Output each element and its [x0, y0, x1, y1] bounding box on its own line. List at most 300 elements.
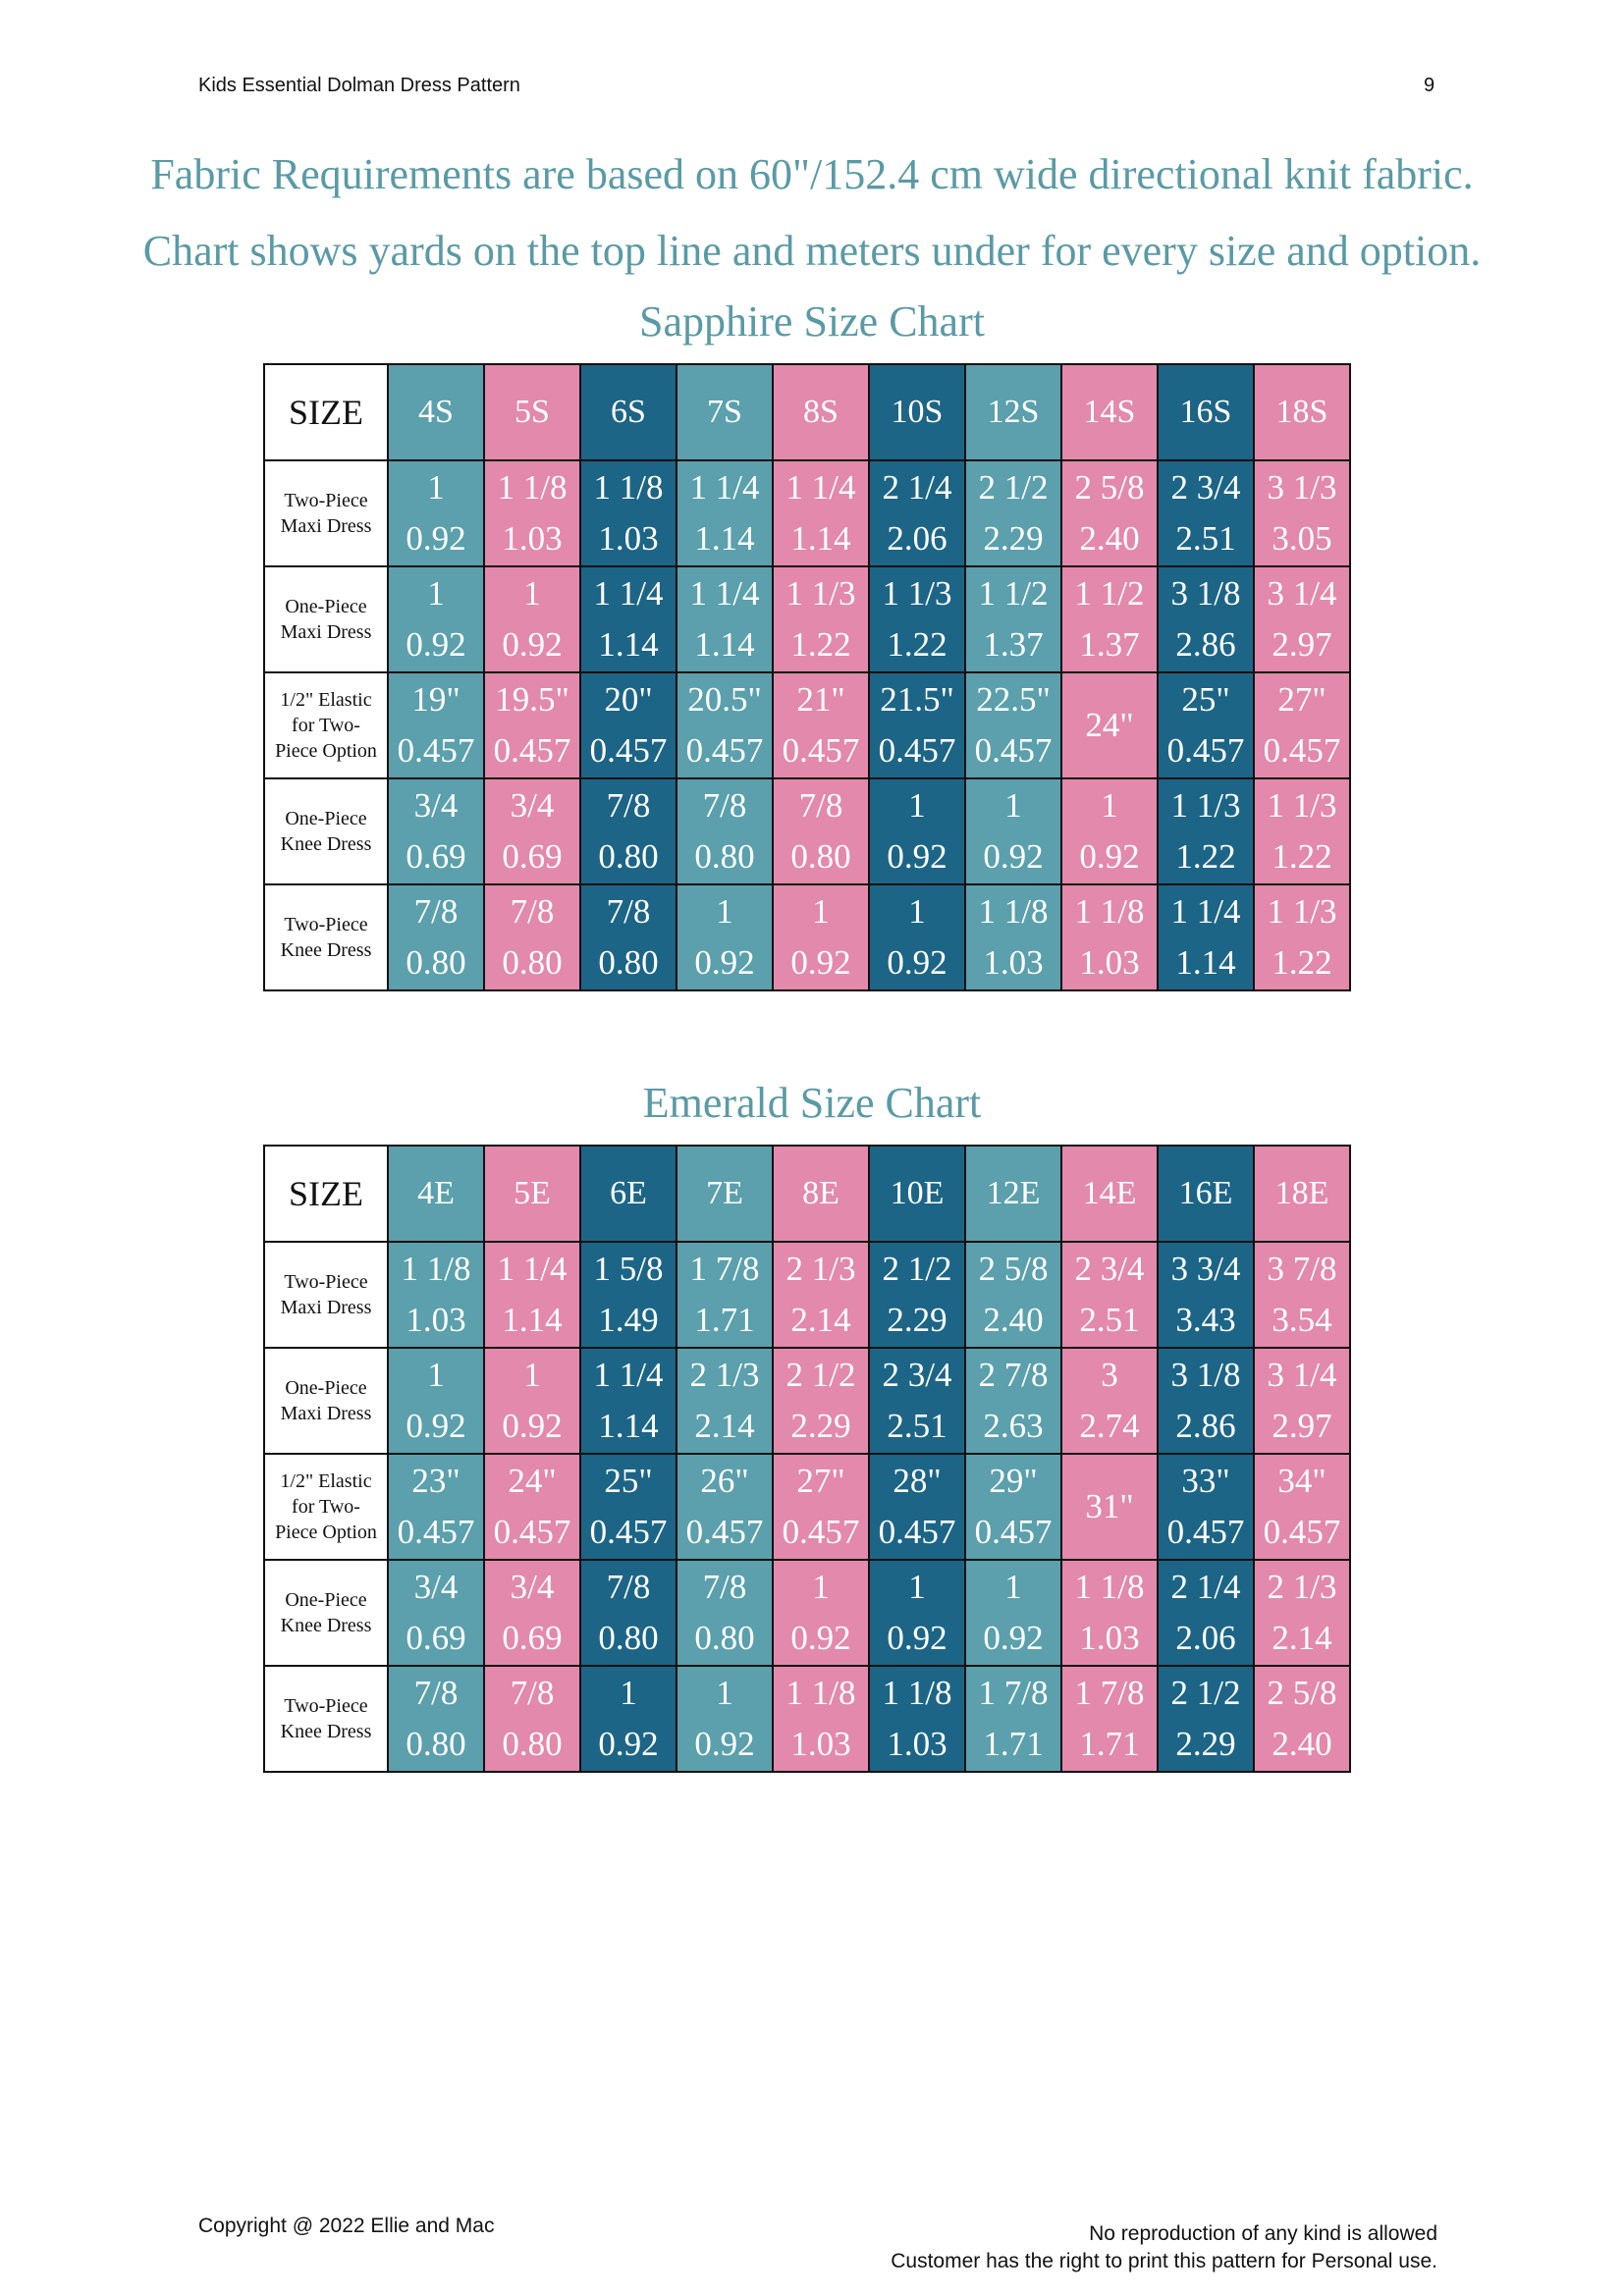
table-cell	[1158, 460, 1254, 566]
table-cell	[484, 1666, 580, 1772]
yards-value: 1 1/8	[1074, 892, 1145, 931]
meters-value: 2.97	[1272, 625, 1332, 664]
meters-value: 2.29	[983, 519, 1044, 558]
meters-value: 0.92	[983, 837, 1044, 876]
yards-value: 1	[523, 574, 541, 613]
table-cell	[1254, 1348, 1350, 1454]
table-cell	[677, 566, 773, 672]
table-cell	[580, 778, 677, 884]
yards-value: 2 1/3	[1267, 1568, 1337, 1606]
yards-value: 1 1/4	[593, 1356, 664, 1394]
meters-value: 0.80	[598, 943, 659, 982]
row-label-line: 1/2" Elastic	[280, 1470, 372, 1492]
yards-value: 26"	[700, 1462, 749, 1500]
yards-value: 2 1/2	[882, 1250, 952, 1288]
header-row	[264, 1146, 1350, 1242]
table-row	[264, 566, 1350, 672]
table-cell	[1254, 460, 1350, 566]
row-label-line: Two-Piece	[284, 1271, 368, 1293]
table-cell	[484, 460, 580, 566]
meters-value: 0.457	[878, 731, 956, 770]
meters-value: 3.43	[1175, 1301, 1236, 1339]
table-cell	[484, 778, 580, 884]
meters-value: 2.40	[1079, 519, 1140, 558]
yards-value: 1	[812, 1568, 830, 1606]
yards-value: 20"	[604, 680, 653, 719]
print-rights-notice: Customer has the right to print this pattern for Personal use.	[891, 2250, 1437, 2272]
table-cell	[773, 1454, 869, 1560]
yards-value: 27"	[1277, 680, 1326, 719]
yards-value: 7/8	[702, 1568, 747, 1606]
row-label-line: Maxi Dress	[280, 1403, 372, 1424]
row-label-line: Two-Piece	[284, 914, 368, 935]
document-title: Kids Essential Dolman Dress Pattern	[198, 75, 520, 96]
table-cell	[677, 1242, 773, 1348]
yards-value: 2 1/4	[1170, 1568, 1241, 1606]
size-header: 18E	[1254, 1146, 1350, 1242]
table-row	[264, 460, 1350, 566]
table-cell	[1254, 1560, 1350, 1666]
meters-value: 1.03	[790, 1725, 851, 1763]
meters-value: 0.69	[406, 837, 466, 876]
meters-value: 0.69	[406, 1619, 466, 1657]
yards-value: 3 7/8	[1267, 1250, 1337, 1288]
meters-value: 2.40	[983, 1301, 1044, 1339]
yards-value: 2 3/4	[882, 1356, 952, 1394]
meters-value: 2.14	[694, 1407, 755, 1445]
yards-value: 1	[1004, 786, 1022, 825]
meters-value: 2.14	[1272, 1619, 1332, 1657]
meters-value: 0.92	[406, 519, 466, 558]
table-row	[264, 1666, 1350, 1772]
table-cell	[677, 1666, 773, 1772]
table-cell	[484, 1560, 580, 1666]
table-cell	[965, 460, 1061, 566]
table-cell	[1254, 566, 1350, 672]
table-cell	[1061, 1560, 1158, 1666]
table-cell	[773, 884, 869, 990]
meters-value: 2.40	[1272, 1725, 1332, 1763]
meters-value: 1.03	[598, 519, 659, 558]
meters-value: 2.86	[1175, 625, 1236, 664]
meters-value: 0.457	[1166, 1513, 1245, 1551]
row-label-line: Maxi Dress	[280, 515, 372, 537]
meters-value: 0.92	[502, 625, 563, 664]
table-cell	[677, 884, 773, 990]
meters-value: 0.457	[974, 731, 1053, 770]
table-cell	[1158, 884, 1254, 990]
meters-value: 1.22	[790, 625, 851, 664]
yards-value: 3/4	[510, 1568, 555, 1606]
meters-value: 0.80	[406, 1725, 466, 1763]
yards-value: 1	[908, 786, 926, 825]
table-row	[264, 672, 1350, 778]
meters-value: 0.92	[887, 837, 947, 876]
meters-value: 0.69	[502, 1619, 563, 1657]
meters-value: 1.71	[983, 1725, 1044, 1763]
meters-value: 0.92	[1079, 837, 1140, 876]
table-cell	[388, 778, 484, 884]
sapphire-chart-title: Sapphire Size Chart	[639, 297, 985, 346]
meters-value: 0.457	[1166, 731, 1245, 770]
table-cell	[1254, 672, 1350, 778]
row-label-line: One-Piece	[285, 596, 367, 617]
table-cell	[869, 1666, 965, 1772]
meters-value: 0.80	[406, 943, 466, 982]
table-cell	[773, 672, 869, 778]
table-row	[264, 1454, 1350, 1560]
meters-value: 0.92	[790, 943, 851, 982]
size-header: 6S	[580, 364, 677, 460]
meters-value: 1.14	[694, 625, 755, 664]
meters-value: 0.80	[598, 837, 659, 876]
meters-value: 0.80	[502, 1725, 563, 1763]
yards-value: 1	[908, 892, 926, 931]
meters-value: 2.14	[790, 1301, 851, 1339]
meters-value: 0.80	[790, 837, 851, 876]
intro-line-2: Chart shows yards on the top line and meters under for every size and option.	[142, 227, 1482, 275]
yards-value: 1 1/3	[1170, 786, 1241, 825]
yards-value: 3/4	[413, 1568, 459, 1606]
size-header: 4E	[388, 1146, 484, 1242]
yards-value: 2 1/4	[882, 468, 952, 507]
size-header: 4S	[388, 364, 484, 460]
table-cell	[1158, 1454, 1254, 1560]
size-header: 14E	[1061, 1146, 1158, 1242]
table-cell	[580, 672, 677, 778]
yards-value: 24"	[508, 1462, 557, 1500]
size-header: 7S	[677, 364, 773, 460]
table-cell	[773, 1560, 869, 1666]
meters-value: 0.457	[589, 731, 668, 770]
size-column-label: SIZE	[264, 364, 388, 460]
table-cell	[1158, 1666, 1254, 1772]
yards-value: 1	[427, 1356, 445, 1394]
row-label	[264, 566, 388, 672]
meters-value: 1.14	[502, 1301, 563, 1339]
meters-value: 3.05	[1272, 519, 1332, 558]
yards-value: 1 1/2	[978, 574, 1049, 613]
row-label	[264, 1242, 388, 1348]
meters-value: 0.80	[502, 943, 563, 982]
yards-value: 1 1/2	[1074, 574, 1145, 613]
yards-value: 28"	[893, 1462, 942, 1500]
table-cell	[773, 1666, 869, 1772]
table-cell	[965, 778, 1061, 884]
sapphire-size-table	[263, 363, 1351, 991]
yards-value: 1	[620, 1674, 637, 1712]
table-cell	[388, 1348, 484, 1454]
table-cell	[484, 566, 580, 672]
table-cell	[580, 1242, 677, 1348]
table-cell	[1061, 672, 1158, 778]
yards-value: 34"	[1277, 1462, 1326, 1500]
table-cell	[1061, 1454, 1158, 1560]
row-label-line: Knee Dress	[280, 833, 372, 855]
yards-value: 7/8	[413, 1674, 459, 1712]
size-header: 12E	[965, 1146, 1061, 1242]
table-cell	[677, 778, 773, 884]
meters-value: 2.06	[887, 519, 947, 558]
meters-value: 0.92	[983, 1619, 1044, 1657]
table-cell	[388, 460, 484, 566]
yards-value: 3 1/8	[1170, 1356, 1241, 1394]
yards-value: 19.5"	[495, 680, 569, 719]
meters-value: 2.51	[1175, 519, 1236, 558]
meters-value: 0.92	[887, 943, 947, 982]
size-header: 6E	[580, 1146, 677, 1242]
yards-value: 1 1/4	[1170, 892, 1241, 931]
row-label-line: Knee Dress	[280, 1615, 372, 1636]
yards-value: 1 7/8	[978, 1674, 1049, 1712]
meters-value: 1.71	[694, 1301, 755, 1339]
meters-value: 0.457	[782, 731, 860, 770]
meters-value: 2.51	[1079, 1301, 1140, 1339]
table-cell	[1158, 1348, 1254, 1454]
row-label	[264, 1454, 388, 1560]
table-row	[264, 1348, 1350, 1454]
row-label-line: Piece Option	[275, 740, 377, 762]
table-cell	[484, 884, 580, 990]
table-cell	[677, 460, 773, 566]
yards-value: 1 1/8	[882, 1674, 952, 1712]
page-number: 9	[1424, 75, 1435, 96]
table-cell	[1061, 884, 1158, 990]
meters-value: 0.457	[493, 1513, 571, 1551]
row-label-line: Knee Dress	[280, 1721, 372, 1742]
meters-value: 2.63	[983, 1407, 1044, 1445]
yards-value: 2 1/2	[1170, 1674, 1241, 1712]
size-header: 5S	[484, 364, 580, 460]
table-cell	[773, 1348, 869, 1454]
emerald-size-table	[263, 1145, 1351, 1773]
yards-value: 7/8	[606, 892, 651, 931]
meters-value: 2.74	[1079, 1407, 1140, 1445]
table-cell	[1061, 778, 1158, 884]
yards-value: 1 5/8	[593, 1250, 664, 1288]
yards-value: 2 1/3	[785, 1250, 856, 1288]
meters-value: 0.457	[493, 731, 571, 770]
table-cell	[1061, 460, 1158, 566]
meters-value: 1.14	[598, 625, 659, 664]
meters-value: 2.06	[1175, 1619, 1236, 1657]
yards-value: 1	[716, 1674, 733, 1712]
yards-value: 24"	[1085, 706, 1134, 744]
yards-value: 21"	[796, 680, 845, 719]
header-row	[264, 364, 1350, 460]
yards-value: 1 1/4	[689, 574, 760, 613]
size-header: 7E	[677, 1146, 773, 1242]
yards-value: 1 1/4	[689, 468, 760, 507]
table-cell	[965, 1560, 1061, 1666]
meters-value: 0.457	[782, 1513, 860, 1551]
meters-value: 1.14	[790, 519, 851, 558]
yards-value: 1 7/8	[689, 1250, 760, 1288]
size-column-label: SIZE	[264, 1146, 388, 1242]
yards-value: 31"	[1085, 1487, 1134, 1525]
yards-value: 2 3/4	[1170, 468, 1241, 507]
row-label	[264, 1348, 388, 1454]
table-cell	[1061, 1348, 1158, 1454]
yards-value: 1 7/8	[1074, 1674, 1145, 1712]
meters-value: 2.29	[790, 1407, 851, 1445]
table-cell	[869, 460, 965, 566]
table-cell	[1061, 1666, 1158, 1772]
meters-value: 0.457	[1263, 1513, 1341, 1551]
yards-value: 7/8	[413, 892, 459, 931]
table-cell	[580, 1666, 677, 1772]
yards-value: 1 1/8	[401, 1250, 471, 1288]
row-label	[264, 672, 388, 778]
yards-value: 27"	[796, 1462, 845, 1500]
meters-value: 1.71	[1079, 1725, 1140, 1763]
meters-value: 1.49	[598, 1301, 659, 1339]
meters-value: 1.03	[887, 1725, 947, 1763]
emerald-chart-title: Emerald Size Chart	[642, 1079, 982, 1127]
yards-value: 19"	[411, 680, 460, 719]
yards-value: 3 1/3	[1267, 468, 1337, 507]
table-cell	[965, 1666, 1061, 1772]
table-cell	[388, 1242, 484, 1348]
table-row	[264, 1560, 1350, 1666]
row-label-line: One-Piece	[285, 1377, 367, 1399]
table-cell	[388, 1560, 484, 1666]
meters-value: 0.92	[790, 1619, 851, 1657]
table-cell	[580, 460, 677, 566]
yards-value: 1 1/4	[785, 468, 856, 507]
row-label-line: Two-Piece	[284, 1695, 368, 1717]
row-label-line: Maxi Dress	[280, 621, 372, 643]
meters-value: 1.22	[1175, 837, 1236, 876]
table-cell	[1158, 1560, 1254, 1666]
yards-value: 2 1/2	[785, 1356, 856, 1394]
meters-value: 1.14	[598, 1407, 659, 1445]
yards-value: 3 1/4	[1267, 1356, 1337, 1394]
meters-value: 0.92	[694, 1725, 755, 1763]
table-cell	[773, 566, 869, 672]
meters-value: 1.03	[1079, 943, 1140, 982]
table-cell	[1061, 1242, 1158, 1348]
yards-value: 1 1/8	[497, 468, 568, 507]
intro-line-1: Fabric Requirements are based on 60"/152.4 cm wide directional knit fabric.	[150, 150, 1474, 198]
yards-value: 7/8	[702, 786, 747, 825]
meters-value: 2.29	[1175, 1725, 1236, 1763]
row-label	[264, 778, 388, 884]
yards-value: 7/8	[606, 786, 651, 825]
meters-value: 0.92	[406, 625, 466, 664]
row-label	[264, 1560, 388, 1666]
size-header: 16E	[1158, 1146, 1254, 1242]
table-cell	[580, 1454, 677, 1560]
table-cell	[965, 884, 1061, 990]
table-cell	[388, 1666, 484, 1772]
size-header: 8S	[773, 364, 869, 460]
yards-value: 1 1/3	[882, 574, 952, 613]
table-cell	[1254, 778, 1350, 884]
meters-value: 1.03	[1079, 1619, 1140, 1657]
table-cell	[677, 1454, 773, 1560]
yards-value: 21.5"	[880, 680, 954, 719]
size-header: 16S	[1158, 364, 1254, 460]
table-cell	[1158, 1242, 1254, 1348]
meters-value: 0.457	[878, 1513, 956, 1551]
meters-value: 0.69	[502, 837, 563, 876]
table-cell	[965, 1348, 1061, 1454]
table-cell	[580, 1348, 677, 1454]
meters-value: 1.03	[406, 1301, 466, 1339]
yards-value: 25"	[604, 1462, 653, 1500]
yards-value: 2 1/2	[978, 468, 1049, 507]
table-cell	[388, 566, 484, 672]
table-row	[264, 884, 1350, 990]
yards-value: 2 5/8	[1267, 1674, 1337, 1712]
meters-value: 1.14	[1175, 943, 1236, 982]
table-row	[264, 1242, 1350, 1348]
table-row	[264, 778, 1350, 884]
meters-value: 0.457	[1263, 731, 1341, 770]
yards-value: 1	[427, 574, 445, 613]
row-label	[264, 460, 388, 566]
yards-value: 3 3/4	[1170, 1250, 1241, 1288]
table-cell	[773, 460, 869, 566]
yards-value: 3/4	[510, 786, 555, 825]
row-label-line: Knee Dress	[280, 939, 372, 961]
yards-value: 1 1/3	[785, 574, 856, 613]
table-cell	[388, 1454, 484, 1560]
table-cell	[869, 1242, 965, 1348]
table-cell	[1158, 566, 1254, 672]
table-cell	[484, 1348, 580, 1454]
yards-value: 1 1/3	[1267, 892, 1337, 931]
yards-value: 22.5"	[976, 680, 1051, 719]
table-cell	[869, 672, 965, 778]
table-cell	[869, 884, 965, 990]
meters-value: 0.92	[887, 1619, 947, 1657]
size-header: 10S	[869, 364, 965, 460]
table-cell	[965, 672, 1061, 778]
meters-value: 1.14	[694, 519, 755, 558]
row-label-line: Piece Option	[275, 1522, 377, 1543]
size-header: 14S	[1061, 364, 1158, 460]
yards-value: 3 1/8	[1170, 574, 1241, 613]
yards-value: 1 1/4	[497, 1250, 568, 1288]
row-label-line: for Two-	[292, 715, 360, 736]
yards-value: 1	[1101, 786, 1118, 825]
meters-value: 1.22	[1272, 943, 1332, 982]
table-cell	[965, 566, 1061, 672]
meters-value: 0.457	[685, 731, 764, 770]
yards-value: 1	[523, 1356, 541, 1394]
table-cell	[484, 1242, 580, 1348]
table-cell	[869, 1348, 965, 1454]
row-label-line: Two-Piece	[284, 490, 368, 511]
yards-value: 1	[812, 892, 830, 931]
meters-value: 1.22	[887, 625, 947, 664]
row-label-line: One-Piece	[285, 1589, 367, 1611]
meters-value: 0.457	[397, 731, 475, 770]
usage-notice	[891, 2220, 1437, 2275]
meters-value: 0.80	[598, 1619, 659, 1657]
meters-value: 0.80	[694, 1619, 755, 1657]
size-header: 8E	[773, 1146, 869, 1242]
yards-value: 29"	[989, 1462, 1038, 1500]
meters-value: 0.92	[694, 943, 755, 982]
meters-value: 1.37	[1079, 625, 1140, 664]
table-cell	[580, 884, 677, 990]
table-cell	[484, 672, 580, 778]
meters-value: 1.03	[983, 943, 1044, 982]
table-cell	[677, 672, 773, 778]
